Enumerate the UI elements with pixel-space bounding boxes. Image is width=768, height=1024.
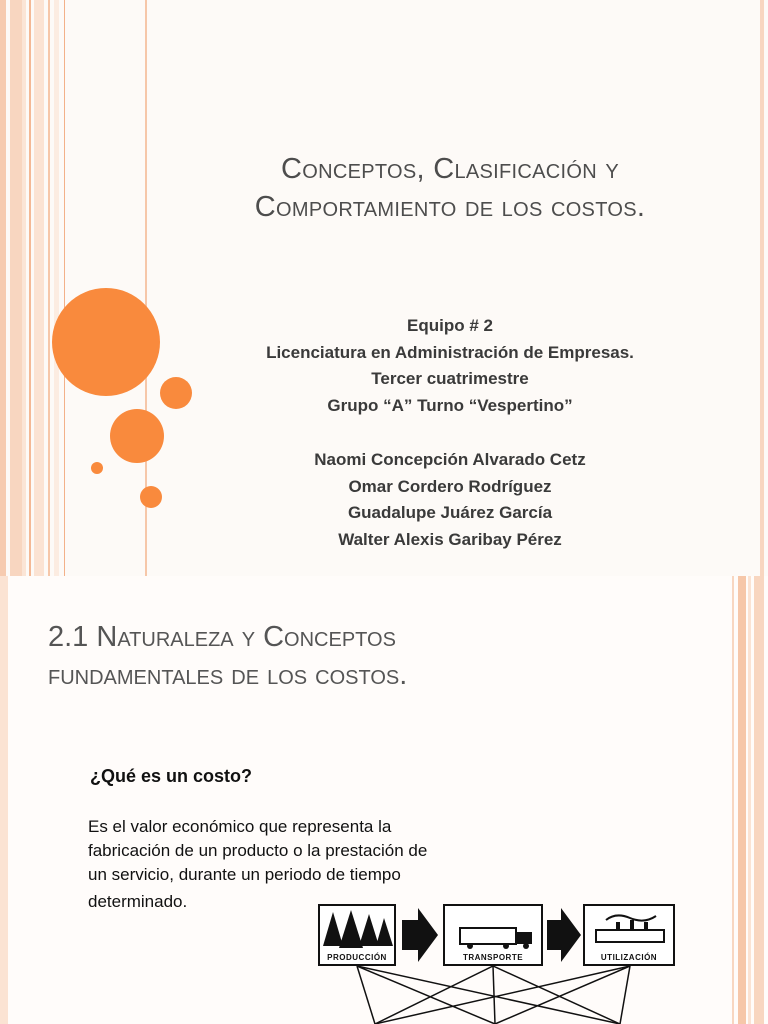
question-heading: ¿Qué es un costo? <box>90 766 253 786</box>
member-name: Naomi Concepción Alvarado Cetz <box>314 450 586 469</box>
slide-title <box>150 150 750 226</box>
member-name: Omar Cordero Rodríguez <box>348 476 552 496</box>
factory-icon <box>586 908 674 952</box>
definition-line: determinado. <box>88 892 188 911</box>
group: Grupo “A” Turno “Vespertino” <box>327 395 573 415</box>
arrow-right-icon <box>402 908 438 962</box>
decorative-circle <box>160 377 192 409</box>
decorative-circle <box>110 409 164 463</box>
title-line-2: fundamentales de los costos. <box>48 659 408 691</box>
team-number: Equipo # 2 <box>407 316 493 335</box>
arrow-right-icon <box>547 908 581 962</box>
title-line-2: Comportamiento de los costos. <box>254 191 646 223</box>
team-info <box>200 313 700 553</box>
definition-line: fabricación de un producto o la prestación de <box>88 841 428 860</box>
transport-box <box>443 904 543 966</box>
production-label: PRODUCCIÓN <box>327 953 387 962</box>
member-name: Walter Alexis Garibay Pérez <box>338 529 562 549</box>
member-name: Guadalupe Juárez García <box>347 503 553 522</box>
definition-line: Es el valor económico que representa la <box>88 817 392 836</box>
degree-name: Licenciatura en Administración de Empresas. <box>266 342 634 362</box>
title-line-1: Conceptos, Clasificación y <box>281 153 619 185</box>
slide-title <box>48 618 688 694</box>
decorative-circle <box>91 462 103 474</box>
concepts-slide <box>0 576 768 1024</box>
decorative-circle <box>52 288 160 396</box>
transport-label: TRANSPORTE <box>462 953 524 962</box>
definition-text <box>88 815 488 914</box>
trees-icon <box>321 908 395 952</box>
term: Tercer cuatrimestre <box>371 369 529 388</box>
decorative-circle <box>140 486 162 508</box>
utilization-label: UTILIZACIÓN <box>600 953 658 962</box>
production-box <box>318 904 396 966</box>
definition-line: un servicio, durante un periodo de tiempo <box>88 865 401 884</box>
truck-icon <box>446 908 542 952</box>
utilization-box <box>583 904 675 966</box>
connection-lines <box>300 966 700 1024</box>
title-line-1: 2.1 Naturaleza y Conceptos <box>48 621 396 653</box>
